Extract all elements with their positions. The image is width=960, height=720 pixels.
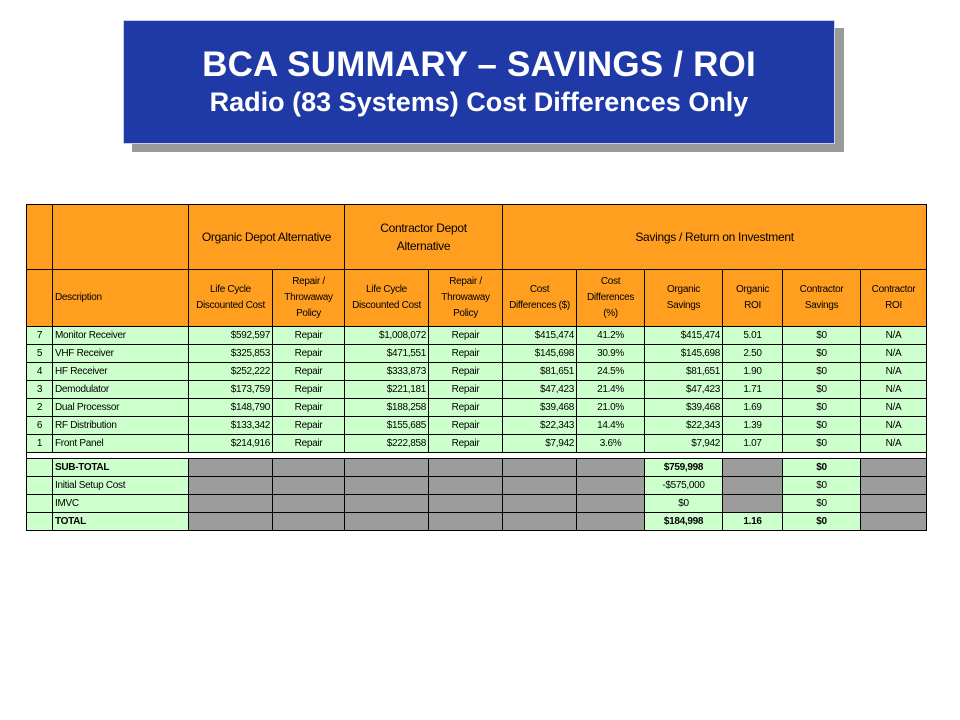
row-con-rtp: Repair <box>429 345 503 363</box>
header-cost-diff-pct: Cost Differences (%) <box>577 270 645 327</box>
row-number: 7 <box>27 327 53 345</box>
header-org-savings: Organic Savings <box>645 270 723 327</box>
row-description: Demodulator <box>53 381 189 399</box>
row-cost-diff-usd: $145,698 <box>503 345 577 363</box>
row-org-roi: 1.71 <box>723 381 783 399</box>
row-con-savings: $0 <box>783 417 861 435</box>
row-org-lcc: $214,916 <box>189 435 273 453</box>
row-org-roi: 1.90 <box>723 363 783 381</box>
table-row <box>27 399 927 417</box>
row-org-lcc: $148,790 <box>189 399 273 417</box>
row-org-savings: $145,698 <box>645 345 723 363</box>
summary-row-setup <box>27 477 927 495</box>
row-cost-diff-pct: 41.2% <box>577 327 645 345</box>
header-con-savings: Contractor Savings <box>783 270 861 327</box>
data-rows <box>27 327 927 453</box>
row-con-roi: N/A <box>861 381 927 399</box>
row-org-savings: $81,651 <box>645 363 723 381</box>
row-org-rtp: Repair <box>273 363 345 381</box>
row-con-rtp: Repair <box>429 363 503 381</box>
row-org-lcc: $133,342 <box>189 417 273 435</box>
summary-org-savings: $184,998 <box>645 513 723 531</box>
row-con-roi: N/A <box>861 345 927 363</box>
row-con-savings: $0 <box>783 363 861 381</box>
row-org-savings: $39,468 <box>645 399 723 417</box>
summary-org-savings: -$575,000 <box>645 477 723 495</box>
row-cost-diff-pct: 30.9% <box>577 345 645 363</box>
row-org-savings: $47,423 <box>645 381 723 399</box>
header-org-roi: Organic ROI <box>723 270 783 327</box>
row-con-roi: N/A <box>861 327 927 345</box>
summary-org-roi: 1.16 <box>723 513 783 531</box>
row-con-lcc: $1,008,072 <box>345 327 429 345</box>
row-con-savings: $0 <box>783 381 861 399</box>
row-con-savings: $0 <box>783 327 861 345</box>
row-con-savings: $0 <box>783 345 861 363</box>
header-no <box>27 270 53 327</box>
header-org-lcc: Life Cycle Discounted Cost <box>189 270 273 327</box>
header-contractor-line1: Contractor Depot <box>380 221 467 235</box>
header-savings-group: Savings / Return on Investment <box>503 205 927 270</box>
row-number: 2 <box>27 399 53 417</box>
page-title: BCA SUMMARY – SAVINGS / ROI <box>202 45 756 84</box>
title-box <box>123 20 835 144</box>
row-number: 6 <box>27 417 53 435</box>
row-number: 5 <box>27 345 53 363</box>
summary-row-total <box>27 513 927 531</box>
row-org-lcc: $325,853 <box>189 345 273 363</box>
row-con-roi: N/A <box>861 363 927 381</box>
header-org-rtp: Repair / Throwaway Policy <box>273 270 345 327</box>
header-description: Description <box>53 270 189 327</box>
row-con-rtp: Repair <box>429 417 503 435</box>
group-header-row <box>27 205 927 270</box>
row-con-rtp: Repair <box>429 399 503 417</box>
row-org-savings: $7,942 <box>645 435 723 453</box>
summary-con-savings: $0 <box>783 495 861 513</box>
row-con-roi: N/A <box>861 417 927 435</box>
summary-label: Initial Setup Cost <box>53 477 189 495</box>
row-org-savings: $22,343 <box>645 417 723 435</box>
table-row <box>27 417 927 435</box>
header-cost-diff-usd: Cost Differences ($) <box>503 270 577 327</box>
row-cost-diff-pct: 14.4% <box>577 417 645 435</box>
row-cost-diff-pct: 3.6% <box>577 435 645 453</box>
row-org-lcc: $592,597 <box>189 327 273 345</box>
summary-con-savings: $0 <box>783 513 861 531</box>
table-row <box>27 345 927 363</box>
row-number: 1 <box>27 435 53 453</box>
row-cost-diff-pct: 24.5% <box>577 363 645 381</box>
row-description: Monitor Receiver <box>53 327 189 345</box>
row-con-lcc: $222,858 <box>345 435 429 453</box>
table-row <box>27 381 927 399</box>
row-org-roi: 2.50 <box>723 345 783 363</box>
row-org-roi: 1.39 <box>723 417 783 435</box>
row-org-rtp: Repair <box>273 345 345 363</box>
summary-org-savings: $0 <box>645 495 723 513</box>
row-con-roi: N/A <box>861 435 927 453</box>
bca-summary-table <box>26 204 927 531</box>
row-org-roi: 1.69 <box>723 399 783 417</box>
row-cost-diff-pct: 21.0% <box>577 399 645 417</box>
row-con-lcc: $333,873 <box>345 363 429 381</box>
row-cost-diff-usd: $7,942 <box>503 435 577 453</box>
row-cost-diff-usd: $39,468 <box>503 399 577 417</box>
row-description: Dual Processor <box>53 399 189 417</box>
header-contractor-group <box>345 205 503 270</box>
row-con-roi: N/A <box>861 399 927 417</box>
header-blank-2 <box>53 205 189 270</box>
row-con-lcc: $221,181 <box>345 381 429 399</box>
row-description: RF Distribution <box>53 417 189 435</box>
row-number: 3 <box>27 381 53 399</box>
row-org-rtp: Repair <box>273 327 345 345</box>
summary-org-savings: $759,998 <box>645 459 723 477</box>
row-org-lcc: $252,222 <box>189 363 273 381</box>
table-row <box>27 327 927 345</box>
summary-label: TOTAL <box>53 513 189 531</box>
summary-con-savings: $0 <box>783 459 861 477</box>
header-con-roi: Contractor ROI <box>861 270 927 327</box>
row-org-rtp: Repair <box>273 435 345 453</box>
row-org-rtp: Repair <box>273 381 345 399</box>
row-org-rtp: Repair <box>273 399 345 417</box>
row-con-lcc: $155,685 <box>345 417 429 435</box>
summary-con-savings: $0 <box>783 477 861 495</box>
row-con-rtp: Repair <box>429 381 503 399</box>
row-org-rtp: Repair <box>273 417 345 435</box>
page-subtitle: Radio (83 Systems) Cost Differences Only <box>209 87 749 117</box>
row-description: VHF Receiver <box>53 345 189 363</box>
row-con-rtp: Repair <box>429 435 503 453</box>
row-con-savings: $0 <box>783 435 861 453</box>
row-org-savings: $415,474 <box>645 327 723 345</box>
column-header-row <box>27 270 927 327</box>
row-org-roi: 5.01 <box>723 327 783 345</box>
row-con-savings: $0 <box>783 399 861 417</box>
header-blank-1 <box>27 205 53 270</box>
row-cost-diff-usd: $47,423 <box>503 381 577 399</box>
row-cost-diff-usd: $81,651 <box>503 363 577 381</box>
header-organic-group: Organic Depot Alternative <box>189 205 345 270</box>
summary-label: SUB-TOTAL <box>53 459 189 477</box>
table-row <box>27 363 927 381</box>
row-con-lcc: $188,258 <box>345 399 429 417</box>
summary-label: IMVC <box>53 495 189 513</box>
row-org-roi: 1.07 <box>723 435 783 453</box>
row-description: HF Receiver <box>53 363 189 381</box>
row-number: 4 <box>27 363 53 381</box>
row-con-lcc: $471,551 <box>345 345 429 363</box>
summary-row-imvc <box>27 495 927 513</box>
row-description: Front Panel <box>53 435 189 453</box>
row-org-lcc: $173,759 <box>189 381 273 399</box>
row-cost-diff-usd: $22,343 <box>503 417 577 435</box>
table-row <box>27 435 927 453</box>
row-con-rtp: Repair <box>429 327 503 345</box>
header-con-lcc: Life Cycle Discounted Cost <box>345 270 429 327</box>
row-cost-diff-pct: 21.4% <box>577 381 645 399</box>
header-contractor-line2: Alternative <box>396 239 451 253</box>
header-con-rtp: Repair / Throwaway Policy <box>429 270 503 327</box>
summary-row-subtotal <box>27 459 927 477</box>
row-cost-diff-usd: $415,474 <box>503 327 577 345</box>
